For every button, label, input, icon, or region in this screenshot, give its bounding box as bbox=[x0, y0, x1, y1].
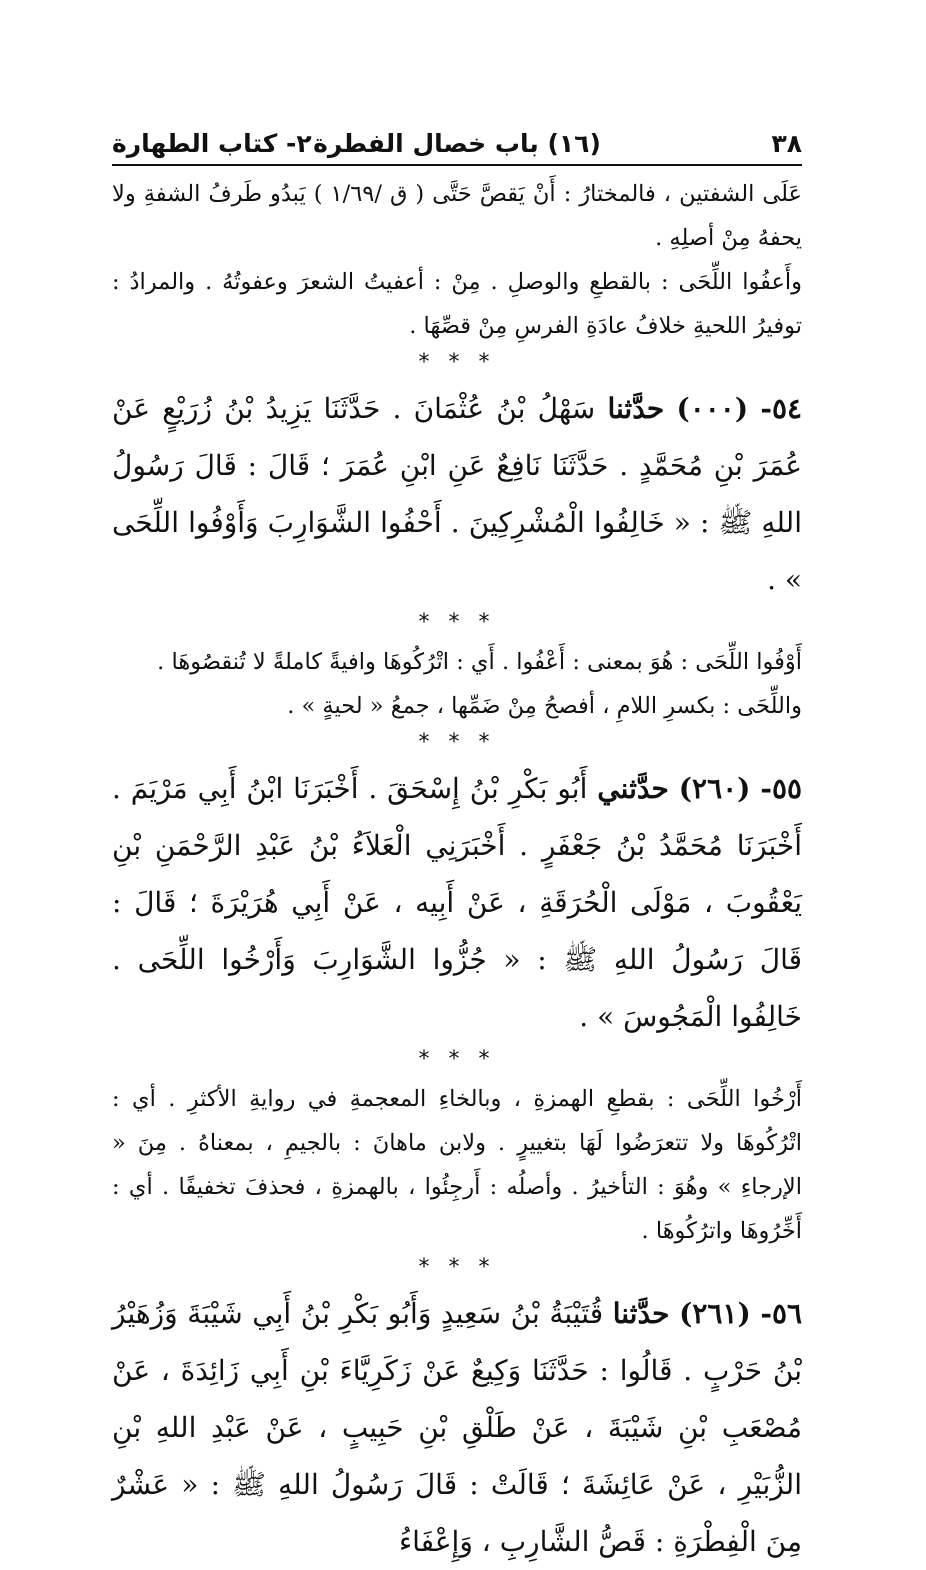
commentary-note bbox=[112, 172, 802, 348]
note-paragraph: عَلَى الشفتين ، فالمختارُ : أَنْ يَقصَّ حَتَّى ( ق /١/٦٩ ) يَبدُو طَرفُ الشفةِ ولا يحفهُ مِنْ أصلِهِ . bbox=[112, 181, 802, 251]
commentary-note bbox=[112, 640, 802, 728]
hadith-body: قُتَيْبَةُ بْنُ سَعِيدٍ وَأَبُو بَكْرِ بْنُ أَبِي شَيْبَةَ وَزُهَيْرُ بْنُ حَرْبٍ . قَالُوا : حَدَّثَنَا وَكِيعٌ عَنْ زَكَرِيَّاءَ بْنِ أَبِي زَائِدَةَ ، عَنْ مُصْعَبِ بْنِ شَيْبَةَ ، عَنْ طَلْقِ بْنِ حَبِيبٍ ، عَنْ عَبْدِ اللهِ بْنِ الزُّبَيْرِ ، عَنْ عَائِشَةَ ؛ قَالَتْ : قَالَ رَسُولُ اللهِ ﷺ : « عَشْرٌ مِنَ الْفِطْرَةِ : قَصُّ الشَّارِبِ ، وَإِعْفَاءُ bbox=[112, 1297, 802, 1558]
hadith-reference: (٢٦٠) bbox=[678, 772, 751, 805]
page-header bbox=[112, 118, 802, 166]
hadith-number: ٥٤- bbox=[760, 392, 803, 425]
section-separator: * * * bbox=[418, 610, 496, 635]
hadith-text bbox=[112, 1285, 802, 1570]
note-paragraph: وأَعفُوا اللِّحَى : بالقطعِ والوصلِ . مِنْ : أعفيتُ الشعرَ وعفوتُهُ . والمرادُ : توفيرُ اللحيةِ خلافُ عادَةِ الفرسِ مِنْ قصِّهَا . bbox=[112, 269, 802, 339]
commentary-note bbox=[112, 1077, 802, 1253]
section-separator: * * * bbox=[418, 1255, 496, 1280]
hadith-block bbox=[112, 760, 802, 1045]
hadith-reference: (٠٠٠) bbox=[676, 392, 749, 425]
hadith-block bbox=[112, 1285, 802, 1570]
note-paragraph: أَوْفُوا اللِّحَى : هُوَ بمعنى : أَعْفُوا . أَي : اتْرُكُوهَا وافيةً كاملةً لا تُنقصُوهَا . bbox=[157, 649, 802, 675]
hadith-number: ٥٥- bbox=[760, 772, 803, 805]
note-paragraph: واللِّحَى : بكسرِ اللامِ ، أفصحُ مِنْ ضَمِّها ، جمعُ « لحيةٍ » . bbox=[287, 693, 802, 719]
isnad-lead: حدَّثنا bbox=[612, 1297, 670, 1330]
hadith-number: ٥٦- bbox=[760, 1297, 803, 1330]
book-title: ٢- كتاب الطهارة bbox=[112, 129, 312, 158]
section-separator: * * * bbox=[418, 350, 496, 375]
hadith-text bbox=[112, 760, 802, 1045]
hadith-reference: (٢٦١) bbox=[679, 1297, 751, 1330]
page-number: ٣٨ bbox=[771, 129, 802, 158]
isnad-lead: حدَّثني bbox=[597, 772, 669, 805]
section-separator: * * * bbox=[418, 730, 496, 755]
section-separator: * * * bbox=[418, 1047, 496, 1072]
hadith-text bbox=[112, 380, 802, 608]
note-paragraph: أَرْخُوا اللِّحَى : بقطعِ الهمزةِ ، وبالخاءِ المعجمةِ في روايةِ الأكثرِ . أي : اتْرُكُوهَا ولا تتعرَضُوا لَهَا بتغييرٍ . ولابن ماهانَ : بالجيمِ ، بمعناهُ . مِنَ « الإرجاءِ » وهُوَ : التأخيرُ . وأصلُه : أَرجِئُوا ، بالهمزةِ ، فحذفَ تخفيفًا . أي : أَخِّرُوهَا واترُكُوهَا . bbox=[112, 1086, 802, 1244]
isnad-lead: حدَّثنا bbox=[607, 392, 665, 425]
hadith-block bbox=[112, 380, 802, 608]
hadith-body: سَهْلُ بْنُ عُثْمَانَ . حَدَّثَنَا يَزِيدُ بْنُ زُرَيْعٍ عَنْ عُمَرَ بْنِ مُحَمَّدٍ . حَدَّثَنَا نَافِعٌ عَنِ ابْنِ عُمَرَ ؛ قَالَ : قَالَ رَسُولُ اللهِ ﷺ : « خَالِفُوا الْمُشْرِكِينَ . أَحْفُوا الشَّوَارِبَ وَأَوْفُوا اللِّحَى » . bbox=[112, 392, 802, 596]
hadith-body: أَبُو بَكْرِ بْنُ إِسْحَقَ . أَخْبَرَنَا ابْنُ أَبِي مَرْيَمَ . أَخْبَرَنَا مُحَمَّدُ بْنُ جَعْفَرٍ . أَخْبَرَنِي الْعَلاَءُ بْنُ عَبْدِ الرَّحْمَنِ بْنِ يَعْقُوبَ ، مَوْلَى الْحُرَقَةِ ، عَنْ أَبِيه ، عَنْ أَبِي هُرَيْرَةَ ؛ قَالَ : قَالَ رَسُولُ اللهِ ﷺ : « جُزُّوا الشَّوَارِبَ وَأَرْخُوا اللِّحَى . خَالِفُوا الْمَجُوسَ » . bbox=[112, 772, 802, 1033]
page-body bbox=[112, 172, 802, 1570]
chapter-title: (١٦) باب خصال الفطرة bbox=[313, 129, 601, 158]
